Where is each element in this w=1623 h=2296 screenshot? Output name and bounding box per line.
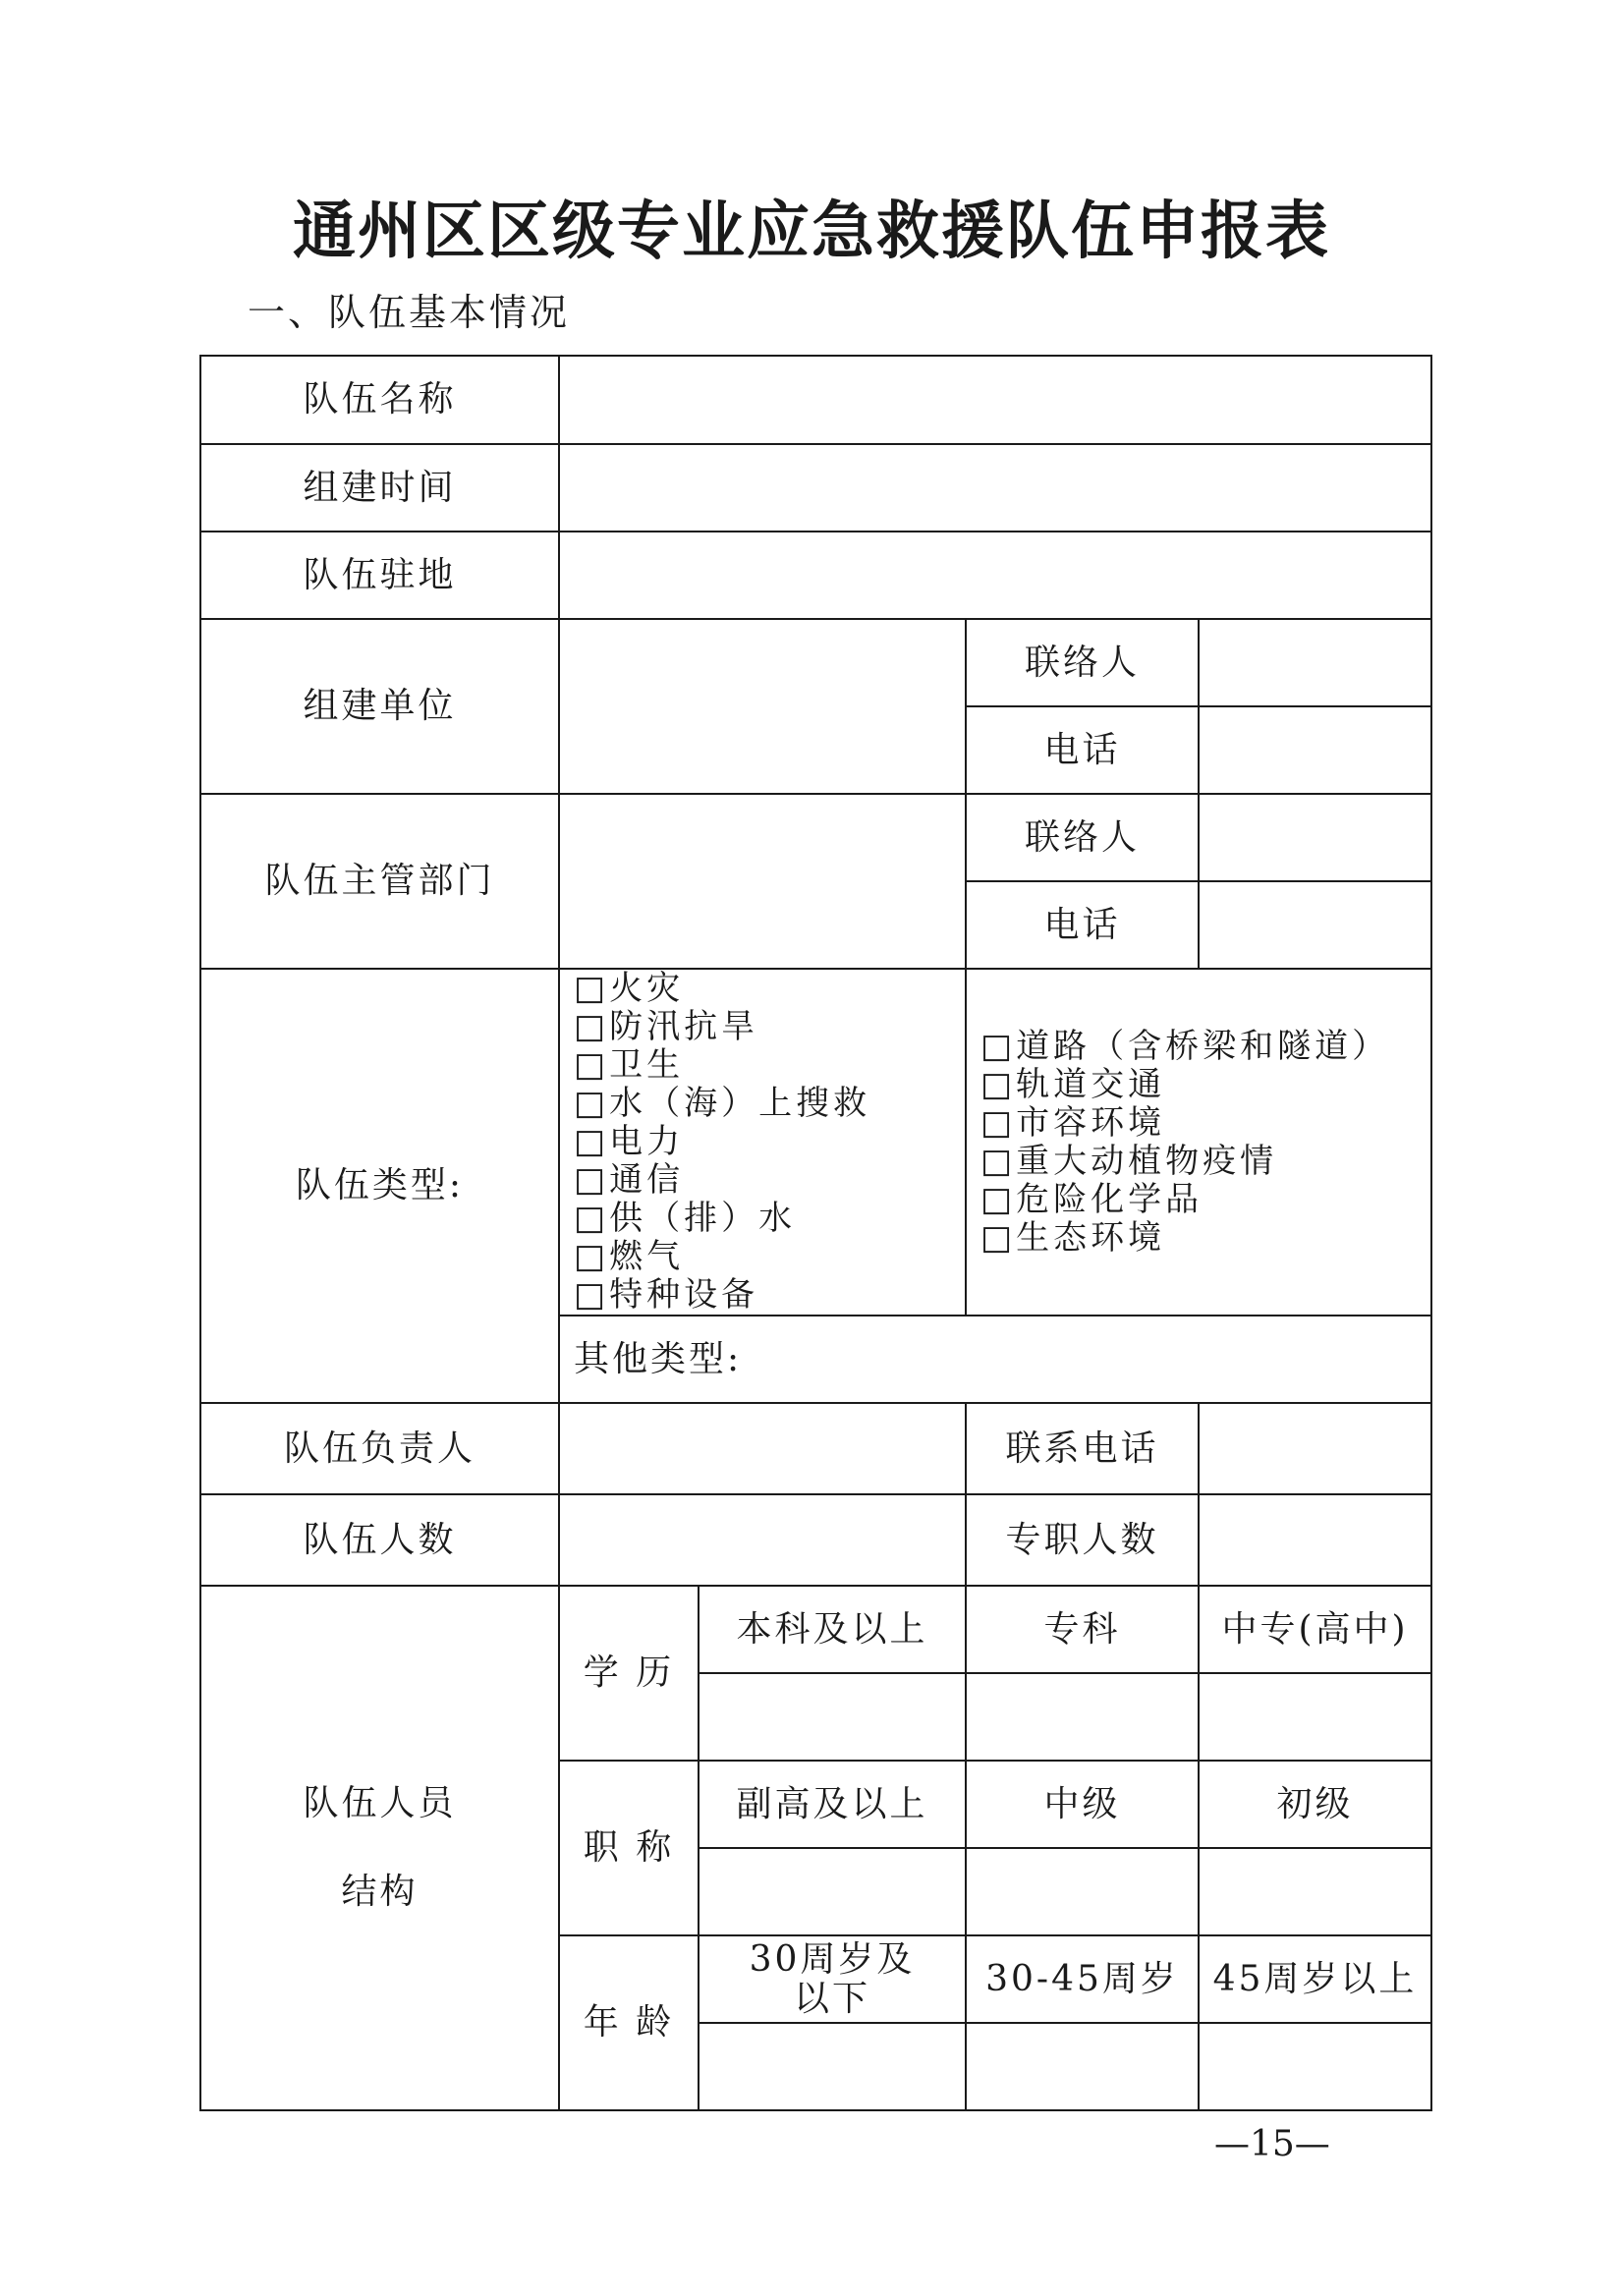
document-title: 通州区区级专业应急救援队伍申报表: [293, 196, 1330, 268]
row-founded: [200, 444, 1431, 532]
type-option[interactable]: □供（排）水: [574, 1199, 797, 1238]
type-option[interactable]: □通信: [574, 1160, 685, 1200]
age-col-30-45: 30-45周岁: [966, 1935, 1199, 2023]
label-location: 队伍驻地: [200, 532, 559, 619]
type-option[interactable]: □轨道交通: [980, 1064, 1166, 1104]
field-dept-contact[interactable]: [1199, 794, 1431, 881]
type-option[interactable]: □水（海）上搜救: [574, 1084, 871, 1123]
label-leader: 队伍负责人: [200, 1403, 559, 1494]
age-col-under30-line2: 以下: [793, 1978, 870, 2019]
structure-line2: 结构: [341, 1872, 419, 1912]
title-col-junior: 初级: [1199, 1761, 1431, 1848]
row-team-type: [200, 969, 1431, 1316]
title-col-intermediate: 中级: [966, 1761, 1199, 1848]
application-form-table: [199, 355, 1432, 2111]
label-leader-phone: 联系电话: [966, 1403, 1199, 1494]
field-team-name[interactable]: [559, 356, 1431, 444]
type-option[interactable]: □火灾: [574, 969, 685, 1008]
label-title: 职 称: [559, 1761, 699, 1935]
field-org-unit[interactable]: [559, 619, 966, 794]
type-option[interactable]: □生态环境: [980, 1217, 1166, 1258]
education-col-highschool: 中专(高中): [1199, 1586, 1431, 1673]
field-age-under30[interactable]: [699, 2023, 966, 2110]
field-dept[interactable]: [559, 794, 966, 969]
page-number: —15—: [1214, 2124, 1330, 2164]
field-other-type[interactable]: 其他类型:: [559, 1316, 1431, 1403]
row-org-unit: [200, 619, 1431, 706]
label-team-type: 队伍类型:: [200, 969, 559, 1403]
type-option[interactable]: □燃气: [574, 1237, 685, 1276]
field-title-senior[interactable]: [699, 1848, 966, 1935]
field-org-phone[interactable]: [1199, 706, 1431, 794]
label-dept-phone: 电话: [966, 881, 1199, 969]
title-col-senior: 副高及以上: [699, 1761, 966, 1848]
field-education-highschool[interactable]: [1199, 1673, 1431, 1761]
type-option[interactable]: □市容环境: [980, 1102, 1166, 1143]
row-headcount: [200, 1494, 1431, 1586]
field-age-over45[interactable]: [1199, 2023, 1431, 2110]
label-team-name: 队伍名称: [200, 356, 559, 444]
type-option[interactable]: □防汛抗旱: [574, 1007, 759, 1046]
row-location: [200, 532, 1431, 619]
field-leader-phone[interactable]: [1199, 1403, 1431, 1494]
field-location[interactable]: [559, 532, 1431, 619]
type-checklist-right: [966, 969, 1431, 1316]
type-option[interactable]: □卫生: [574, 1045, 685, 1085]
education-col-bachelor: 本科及以上: [699, 1586, 966, 1673]
label-org-contact: 联络人: [966, 619, 1199, 706]
type-option[interactable]: □道路（含桥梁和隧道）: [980, 1026, 1390, 1066]
row-education-header: [200, 1586, 1431, 1673]
type-option[interactable]: □危险化学品: [980, 1179, 1203, 1219]
row-leader: [200, 1403, 1431, 1494]
age-col-over45: 45周岁以上: [1199, 1935, 1431, 2023]
label-fulltime: 专职人数: [966, 1494, 1199, 1586]
field-title-intermediate[interactable]: [966, 1848, 1199, 1935]
field-headcount[interactable]: [559, 1494, 966, 1586]
type-option[interactable]: □电力: [574, 1122, 685, 1161]
field-education-bachelor[interactable]: [699, 1673, 966, 1761]
label-dept-contact: 联络人: [966, 794, 1199, 881]
field-leader[interactable]: [559, 1403, 966, 1494]
type-option[interactable]: □重大动植物疫情: [980, 1141, 1278, 1181]
row-team-name: [200, 356, 1431, 444]
age-col-under30-line1: 30周岁及: [749, 1938, 916, 1980]
type-option[interactable]: □特种设备: [574, 1275, 759, 1315]
label-age: 年 龄: [559, 1935, 699, 2110]
row-dept: [200, 794, 1431, 881]
section-heading: 一、队伍基本情况: [248, 291, 571, 334]
label-education: 学 历: [559, 1586, 699, 1761]
label-founded: 组建时间: [200, 444, 559, 532]
label-org-phone: 电话: [966, 706, 1199, 794]
education-col-college: 专科: [966, 1586, 1199, 1673]
field-fulltime[interactable]: [1199, 1494, 1431, 1586]
type-checklist-left: [559, 969, 966, 1316]
field-education-college[interactable]: [966, 1673, 1199, 1761]
label-org-unit: 组建单位: [200, 619, 559, 794]
field-founded[interactable]: [559, 444, 1431, 532]
label-structure: [200, 1586, 559, 2110]
field-org-contact[interactable]: [1199, 619, 1431, 706]
structure-line1: 队伍人员: [303, 1783, 457, 1823]
field-title-junior[interactable]: [1199, 1848, 1431, 1935]
field-age-30-45[interactable]: [966, 2023, 1199, 2110]
label-dept: 队伍主管部门: [200, 794, 559, 969]
age-col-under30: [699, 1935, 966, 2023]
field-dept-phone[interactable]: [1199, 881, 1431, 969]
label-headcount: 队伍人数: [200, 1494, 559, 1586]
